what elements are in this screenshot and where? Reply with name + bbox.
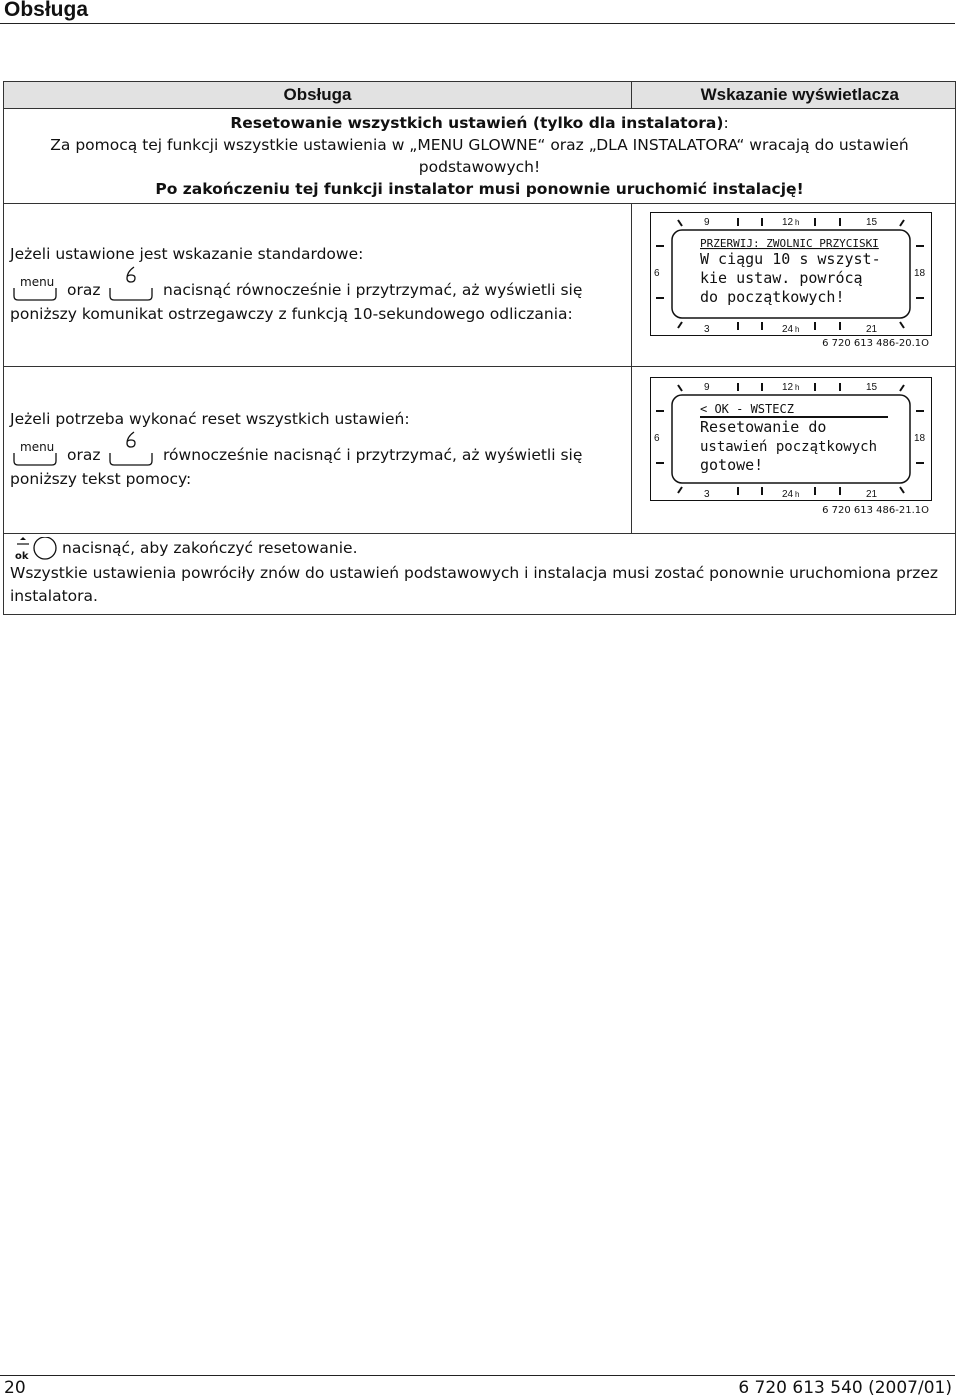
lcd2-line2: Resetowanie do (700, 418, 827, 436)
dial-9: 9 (704, 382, 710, 393)
lcd-display-2 (650, 377, 932, 501)
lcd1-line1: PRZERWIJ: ZWOLNIC PRZYCISKI (700, 237, 879, 250)
dial-21: 21 (866, 489, 878, 500)
intro-warning: Po zakończeniu tej funkcji instalator musi ponownie uruchomić instalację! (155, 180, 804, 198)
lcd2-line1: < OK - WSTECZ (700, 402, 794, 416)
finish-line2: Wszystkie ustawienia powróciły znów do ustawień podstawowych i instalacja musi zostać ponownie uruchomiona przez instalatora. (10, 564, 939, 605)
lcd2-line3: ustawień początkowych (700, 439, 878, 455)
operation-table (3, 81, 956, 615)
step1-display (632, 204, 955, 366)
dial-24: 24 (782, 489, 794, 500)
step2-display (632, 367, 955, 533)
dial-15: 15 (866, 382, 878, 393)
dial-6: 6 (654, 433, 660, 444)
dial-h-top: h (795, 218, 800, 227)
lcd1-line2: W ciągu 10 s wszyst- (700, 250, 881, 268)
dial-21: 21 (866, 324, 878, 335)
title-rule (0, 23, 955, 24)
step2-line1: Jeżeli potrzeba wykonać reset wszystkich ustawień: (10, 410, 410, 428)
step2-conj: oraz (67, 446, 101, 464)
info-key-icon (108, 429, 156, 469)
lcd-display-1 (650, 212, 932, 336)
info-key-icon (108, 264, 156, 304)
step-row-2 (4, 367, 955, 534)
ok-knob-icon (12, 537, 60, 563)
lcd2-code: 6 720 613 486-21.1O (822, 505, 929, 516)
step2-line3: poniższy tekst pomocy: (10, 470, 192, 488)
lcd1-line3: kie ustaw. powrócą (700, 269, 863, 287)
dial-h-bottom: h (795, 325, 800, 334)
step2-action: równocześnie nacisnąć i przytrzymać, aż wyświetli się (163, 446, 583, 464)
table-header (4, 82, 955, 109)
header-operation: Obsługa (4, 82, 632, 108)
menu-key-label: menu (20, 275, 55, 289)
intro-line2: podstawowych! (418, 158, 541, 176)
header-display: Wskazanie wyświetlacza (700, 85, 899, 104)
intro-block (4, 109, 955, 204)
dial-24: 24 (782, 324, 794, 335)
dial-h-bottom: h (795, 490, 800, 499)
step2-instructions (4, 367, 632, 533)
intro-line1: Za pomocą tej funkcji wszystkie ustawienia w „MENU GLOWNE“ oraz „DLA INSTALATORA“ wracają do ustawień (50, 136, 909, 154)
step1-line3: poniższy komunikat ostrzegawczy z funkcją 10-sekundowego odliczania: (10, 305, 573, 323)
lcd1-line4: do początkowych! (700, 288, 845, 306)
step1-conj: oraz (67, 281, 101, 299)
lcd2-line4: gotowe! (700, 456, 764, 474)
intro-heading: Resetowanie wszystkich ustawień (tylko dla instalatora) (230, 114, 724, 132)
dial-15: 15 (866, 217, 878, 228)
step1-action: nacisnąć równocześnie i przytrzymać, aż wyświetli się (163, 281, 583, 299)
footer-rule (0, 1375, 955, 1376)
step-row-1 (4, 204, 955, 367)
intro-colon: : (723, 114, 729, 132)
dial-12: 12 (782, 382, 794, 393)
dial-9: 9 (704, 217, 710, 228)
dial-3: 3 (704, 489, 710, 500)
step1-instructions (4, 204, 632, 366)
finish-row (4, 534, 955, 614)
dial-3: 3 (704, 324, 710, 335)
page-number: 20 (4, 1378, 26, 1398)
dial-h-top: h (795, 383, 800, 392)
dial-6: 6 (654, 268, 660, 279)
dial-12: 12 (782, 217, 794, 228)
ok-label: ok (15, 551, 29, 562)
menu-key-label: menu (20, 440, 55, 454)
lcd1-code: 6 720 613 486-20.1O (822, 338, 929, 349)
page-title: Obsługa (4, 0, 89, 21)
step1-line1: Jeżeli ustawione jest wskazanie standardowe: (10, 245, 364, 263)
dial-18: 18 (914, 433, 926, 444)
document-code: 6 720 613 540 (2007/01) (738, 1378, 952, 1398)
dial-18: 18 (914, 268, 926, 279)
finish-line1: nacisnąć, aby zakończyć resetowanie. (62, 539, 358, 557)
